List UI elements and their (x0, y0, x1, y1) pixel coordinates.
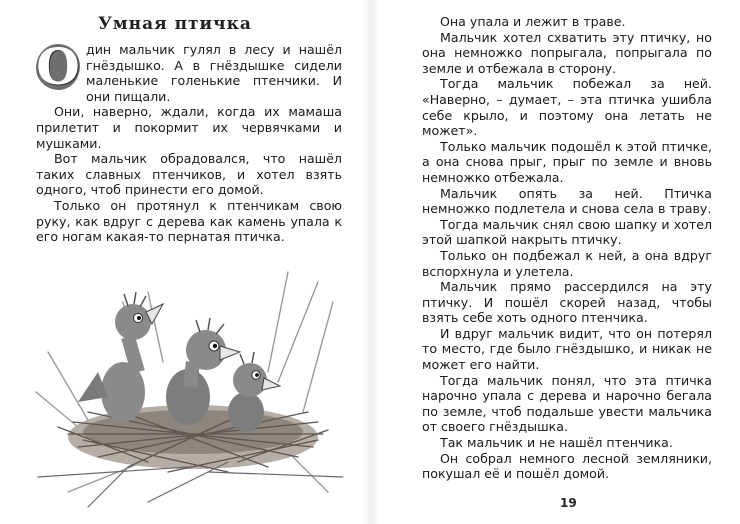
drop-cap (36, 37, 80, 96)
paragraph (36, 37, 342, 104)
paragraph: Мальчик прямо рассердился на эту птичку. И пошёл скорей назад, чтобы взять себе хоть одного птенчика. (422, 279, 712, 326)
paragraph: Она упала и лежит в траве. (440, 14, 626, 29)
right-page (370, 0, 740, 524)
paragraph: Вот мальчик обрадовался, что нашёл таких славных птенчиков, и хотел взять одного, чтоб принести его домой. (36, 151, 342, 198)
paragraph: Тогда мальчик понял, что эта птичка нарочно упала с дерева и нарочно бегала по земле, чтоб подальше увести мальчика от своего гнёздышка. (422, 372, 712, 435)
paragraph: Только он подбежал к ней, а она вдруг вспорхнула и улетела. (422, 247, 712, 279)
paragraph: Они, наверно, ждали, когда их мамаша прилетит и покормит их червячками и мушками. (36, 104, 342, 151)
left-text-block (36, 37, 342, 245)
paragraph: Он собрал немного лесной земляники, покушал её и пошёл домой. (422, 450, 712, 482)
paragraph: И вдруг мальчик видит, что он потерял то место, где было гнёздышко, и никак не может его найти. (422, 325, 712, 373)
paragraph: Так мальчик и не нашёл птенчика. (440, 435, 673, 451)
chick-left (78, 292, 163, 422)
right-text-block (422, 14, 712, 482)
story-title: Умная птичка (98, 14, 252, 34)
drop-cap-letter: О (36, 37, 80, 96)
paragraph-text: дин мальчик гулял в лесу и нашёл гнёздышко. А в гнёздышке сидели маленькие голенькие птенчики. И они пищали. (86, 42, 342, 104)
paragraph: Мальчик опять за ней. Птичка немножко подлетела и снова села в траву. (422, 185, 712, 217)
nest-illustration (28, 262, 348, 512)
paragraph: Только он протянул к птенчикам свою руку, как вдруг с дерева как камень упала к его ногам какая-то пернатая птичка. (36, 197, 342, 245)
paragraph: Мальчик хотел схватить эту птичку, но она немножко попрыгала, попрыгала по земле и отбежала в сторону. (422, 29, 712, 76)
paragraph: Только мальчик подошёл к этой птичке, а она снова прыг, прыг по земле и вновь немножко отбежала. (422, 138, 712, 185)
paragraph: Тогда мальчик снял свою шапку и хотел этой шапкой накрыть птичку. (422, 216, 712, 248)
paragraph: Тогда мальчик побежал за ней. «Наверно, – думает, – эта птичка ушибла себе крыло, и поэтому она летать не может». (422, 76, 712, 139)
page-number: 19 (560, 496, 577, 510)
